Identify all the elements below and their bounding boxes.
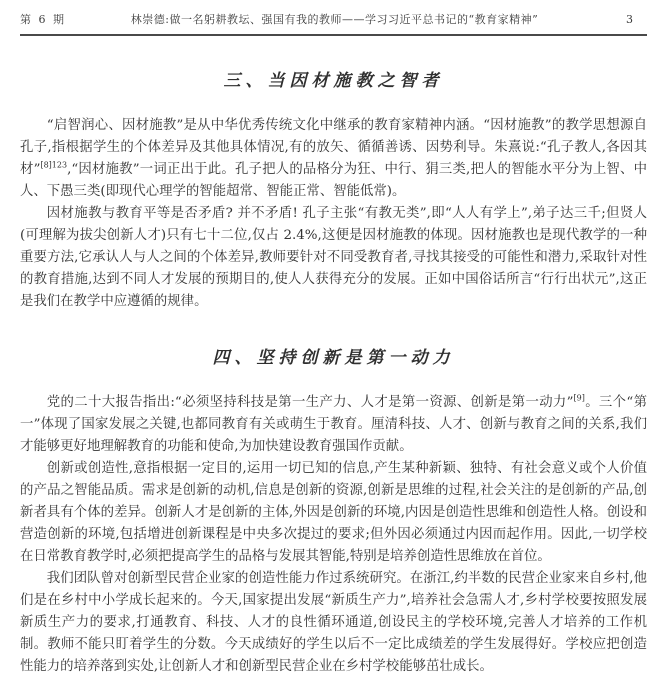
paragraph-text: 。三个“第一”体现了国家发展之关键,也都同教育有关或萌生于教育。厘清科技、人才、创新与教育之间的关系,我们才能够更好地理解教育的功能和使命,为加快建设教育强国作贡献。 [20,395,647,454]
body-paragraph [20,115,647,203]
body-paragraph: 创新或创造性,意指根据一定目的,运用一切已知的信息,产生某种新颖、独特、有社会意义或个人价值的产品之智能品质。需求是创新的动机,信息是创新的资源,创新是思维的过程,社会关注的是创新的产品,创新者具有个体的差异。创新人才是创新的主体,外因是创新的环境,内因是创造性思维和创造性人格。创设和营造创新的环境,包括增进创新课程是中央多次提过的要求;但外因必须通过内因而起作用。因此,一切学校在日常教育教学时,必须把提高学生的品格与发展其智能,特别是培养创造性思维放在首位。 [20,461,647,564]
page-number: 3 [626,13,633,26]
paragraph-text: ,“因材施教”一词正出于此。孔子把人的品格分为狂、中行、狷三类,把人的智能水平分为上智、中人、下愚三类(即现代心理学的智能超常、智能正常、智能低常)。 [20,162,647,199]
section-three [20,71,647,313]
citation-superscript: [8]123 [40,160,68,170]
running-title: 林崇德:做一名躬耕教坛、强国有我的教师——学习习近平总书记的“教育家精神” [130,13,539,26]
body-paragraph: 我们团队曾对创新型民营企业家的创造性能力作过系统研究。在浙江,约半数的民营企业家来自乡村,他们是在乡村中小学成长起来的。今天,国家提出发展“新质生产力”,培养社会急需人才,乡村学校要按照发展新质生产力的要求,打通教育、科技、人才的良性循环通道,创设民主的学校环境,完善人才培养的工作机制。教师不能只盯着学生的分数。今天成绩好的学生以后不一定比成绩差的学生发展得好。学校应把创造性能力的培养落到实处,让创新人才和创新型民营企业在乡村学校能够茁壮成长。 [20,571,647,674]
section-three-heading: 三、当因材施教之智者 [223,71,444,91]
section-four-heading: 四、坚持创新是第一动力 [212,348,455,368]
paragraph-text: 党的二十大报告指出:“必须坚持科技是第一生产力、人才是第一资源、创新是第一动力” [46,395,574,410]
page-header [20,8,647,34]
citation-superscript: [9] [573,393,585,403]
header-rule [20,34,647,36]
paragraph-text: “启智润心、因材施教”是从中华优秀传统文化中继承的教育家精神内涵。“因材施教”的教学思想源自孔子,指根据学生的个体差异及其他具体情况,有的放矢、循循善诱、因势利导。朱熹说:“孔子教人,各因其材” [20,118,647,177]
body-paragraph: 因材施教与教育平等是否矛盾? 并不矛盾! 孔子主张“有教无类”,即“人人有学上”,弟子达三千;但贤人(可理解为拔尖创新人才)只有七十二位,仅占 2.4%,这便是因材施教的体现。因材施教也是现代教学的一种重要方法,它承认人与人之间的个体差异,教师要针对不同受教育者,寻找其接受的可能性和潜力,采取针对性的教育措施,达到不同人才发展的预期目的,使人人获得充分的发展。正如中国俗话所言“行行出状元”,这正是我们在教学中应遵循的规律。 [20,206,647,309]
journal-issue: 第 6 期 [20,13,66,26]
body-paragraph [20,392,647,458]
section-four [20,348,647,678]
